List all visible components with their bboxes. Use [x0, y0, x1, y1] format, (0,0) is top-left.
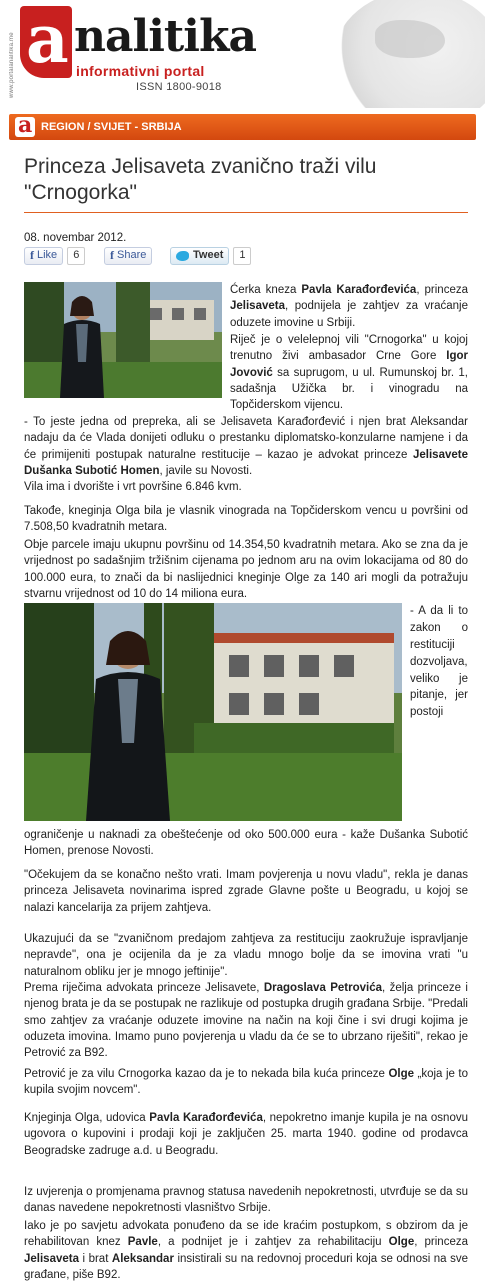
category-bar	[9, 114, 476, 140]
text-span: Ćerka kneza	[230, 284, 302, 296]
paragraph-8: "Očekujem da se konačno nešto vrati. Imam povjerenja u novu vladu", rekla je danas princeza Jelisaveta novinarima ispred zgrade Glavne pošte u Beogradu, u kojoj se nalazi kancelarija za prijem zahtjeva.	[24, 869, 468, 914]
paragraph-4: Vila ima i dvorište i vrt površine 6.846 kvm.	[24, 481, 242, 493]
paragraph-2	[230, 332, 468, 414]
paragraph-11	[24, 1066, 468, 1099]
text-span: Knjeginja Olga, udovica	[24, 1112, 150, 1124]
tweet-widget	[170, 246, 251, 266]
paragraph-14	[24, 1218, 468, 1282]
facebook-icon: f	[110, 248, 114, 263]
facebook-share-widget	[104, 246, 152, 266]
bold-name: Aleksandar	[111, 1252, 174, 1265]
facebook-share-button[interactable]	[104, 247, 152, 265]
text-span: „koja je to kupila svojim novcem".	[24, 1068, 468, 1097]
paragraph-6: Obje parcele imaju ukupnu površinu od 14.354,50 kvadratnih metara. Ako se zna da je vrijednost po sadašnjim tržišnim cijenama po jednom aru na ovim lokacijama od 80 do 100.000 eura, to znači da bi naslijednici kneginje Olge za 140 ari mogli da potražuju stvarnu vrijednost od 10 do 14 miliona eura.	[24, 539, 468, 600]
side-url: www.portalanalitika.me	[9, 32, 15, 98]
text-span: , javile su Novosti.	[159, 464, 253, 477]
paragraph-7-side: - A da li to zakon o restituciji dozvoljava, veliko je pitanje, jer postoji	[410, 605, 468, 719]
article-date: 08. novembar 2012.	[24, 232, 127, 244]
text-span: , a podnijet je i zahtjev za rehabilitaciju	[157, 1236, 389, 1249]
article-photo-2	[24, 603, 402, 821]
text-span: Petrović je za vilu Crnogorka kazao da je to nekada bila kuća princeze	[24, 1068, 389, 1080]
paragraph-10	[24, 980, 468, 1062]
like-label: Like	[37, 249, 58, 262]
text-span: Prema riječima advokata princeze Jelisavete,	[24, 982, 264, 994]
category-icon-letter: a	[18, 112, 33, 138]
twitter-bird-icon	[176, 251, 189, 261]
text-span: , želja princeze i njenog brata je da se postupak ne razlikuje od postupka drugih građana Srbije. "Predali smo zahtjev za vraćanje oduzete imovine na način na koji čine i svi drugi kojima je oduzeta imovina. Imamo puno povjerenja u vladu da će se to ubrzano riješiti", rekao je Petrović za B92.	[24, 982, 468, 1060]
bold-name: Pavla Karađorđevića	[301, 284, 417, 296]
paragraph-13: Iz uvjerenja o promjenama pravnog statusa navedenih nepokretnosti, utvrđuje se da su danas navedene nepokretnosti vlasništvo Srbije.	[24, 1186, 468, 1215]
text-span: Riječ je o velelepnoj vili "Crnogorka" u kojoj trenutno živi ambasador Crne Gore	[230, 334, 468, 363]
logo-name[interactable]: nalitika	[74, 11, 256, 62]
facebook-like-widget	[24, 246, 85, 266]
text-span: insistirali su na redovnoj proceduri koja se odnosi na sve građane, piše B92.	[24, 1252, 468, 1281]
logo-letter: a	[26, 0, 69, 78]
text-span: , nepokretno imanje kupila je na osnovu ugovora o kupovini i prodaji koji je zaključen 25. marta 1940. godine od prodavca Beogradske zadruge a.d. u Beogradu.	[24, 1112, 468, 1157]
bold-name: Pavle	[127, 1236, 158, 1249]
site-header	[0, 0, 485, 108]
article-title: Princeza Jelisaveta zvanično traži vilu "Crnogorka"	[24, 155, 377, 204]
tweet-button[interactable]	[170, 247, 229, 265]
text-span: , princeza	[416, 284, 468, 296]
tweet-label: Tweet	[193, 249, 224, 262]
logo-mark[interactable]	[20, 0, 72, 78]
paragraph-7-rest: ograničenje u naknadi za obeštećenje od oko 500.000 eura - kaže Dušanka Subotić Homen, prenose Novosti.	[24, 829, 468, 858]
paragraph-12	[24, 1110, 468, 1159]
paragraph-1	[230, 282, 468, 331]
bold-name: Olge	[388, 1236, 415, 1249]
bold-name: Dragoslava Petrovića	[263, 982, 382, 994]
text-span: , podnijela je zahtjev za vraćanje oduzete imovine u Srbiji.	[230, 300, 468, 329]
text-span: sa suprugom, u ul. Rumunskoj br. 1, sadašnja Užička br. i vinogradu na Topčiderskom vijencu.	[230, 366, 468, 412]
category-logo-icon	[15, 112, 35, 138]
bold-name: Jelisaveta	[230, 300, 285, 313]
text-span: - To jeste jedna od prepreka, ali se Jelisaveta Karađorđević i njen brat Aleksandar nadaju da će Vlada donijeti odluku o prestanku diplomatsko-konzularne namjene i da će primijeniti postupak naturalne restitucije – kazao je advokat princeze	[24, 416, 468, 461]
text-span: , princeza	[414, 1236, 468, 1249]
text-span: Iako je po savjetu advokata ponuđeno da se ide kraćim postupkom, s obzirom da je rehabilitovan knez	[24, 1220, 468, 1249]
title-divider	[24, 212, 468, 213]
paragraph-3	[24, 414, 468, 479]
bold-name: Pavla Karađorđevića	[149, 1112, 263, 1124]
paragraph-5: Takođe, kneginja Olga bila je vlasnik vinograda na Topčiderskom vencu u površini od 7.508,50 kvadratnih metara.	[24, 505, 468, 534]
like-count: 6	[67, 247, 85, 265]
share-label: Share	[117, 249, 147, 262]
tweet-count: 1	[233, 247, 251, 265]
article-photo-1	[24, 282, 222, 398]
bold-name: Jelisaveta	[24, 1252, 79, 1265]
issn-number: ISSN 1800-9018	[136, 81, 222, 93]
bold-name: Igor Jovović	[230, 350, 468, 379]
facebook-icon: f	[30, 248, 34, 263]
facebook-like-button[interactable]	[24, 247, 63, 265]
bold-name: Olge	[388, 1068, 415, 1080]
category-breadcrumb[interactable]: REGION / SVIJET - SRBIJA	[41, 121, 182, 133]
logo-tagline: informativni portal	[76, 63, 205, 79]
globe-land-graphic	[375, 20, 445, 58]
paragraph-9: Ukazujući da se "zvaničnom predajom zahtjeva za restituciju zaokružuje ispravljanje nepravde", ona je ocijenila da je za vladu mnogo bolje da se imovina vrati "u naturalnom obliku jer je mnogo jeftinije".	[24, 933, 468, 978]
bold-name: Jelisavete Dušanka Subotić Homen	[24, 448, 468, 477]
text-span: i brat	[79, 1252, 112, 1265]
